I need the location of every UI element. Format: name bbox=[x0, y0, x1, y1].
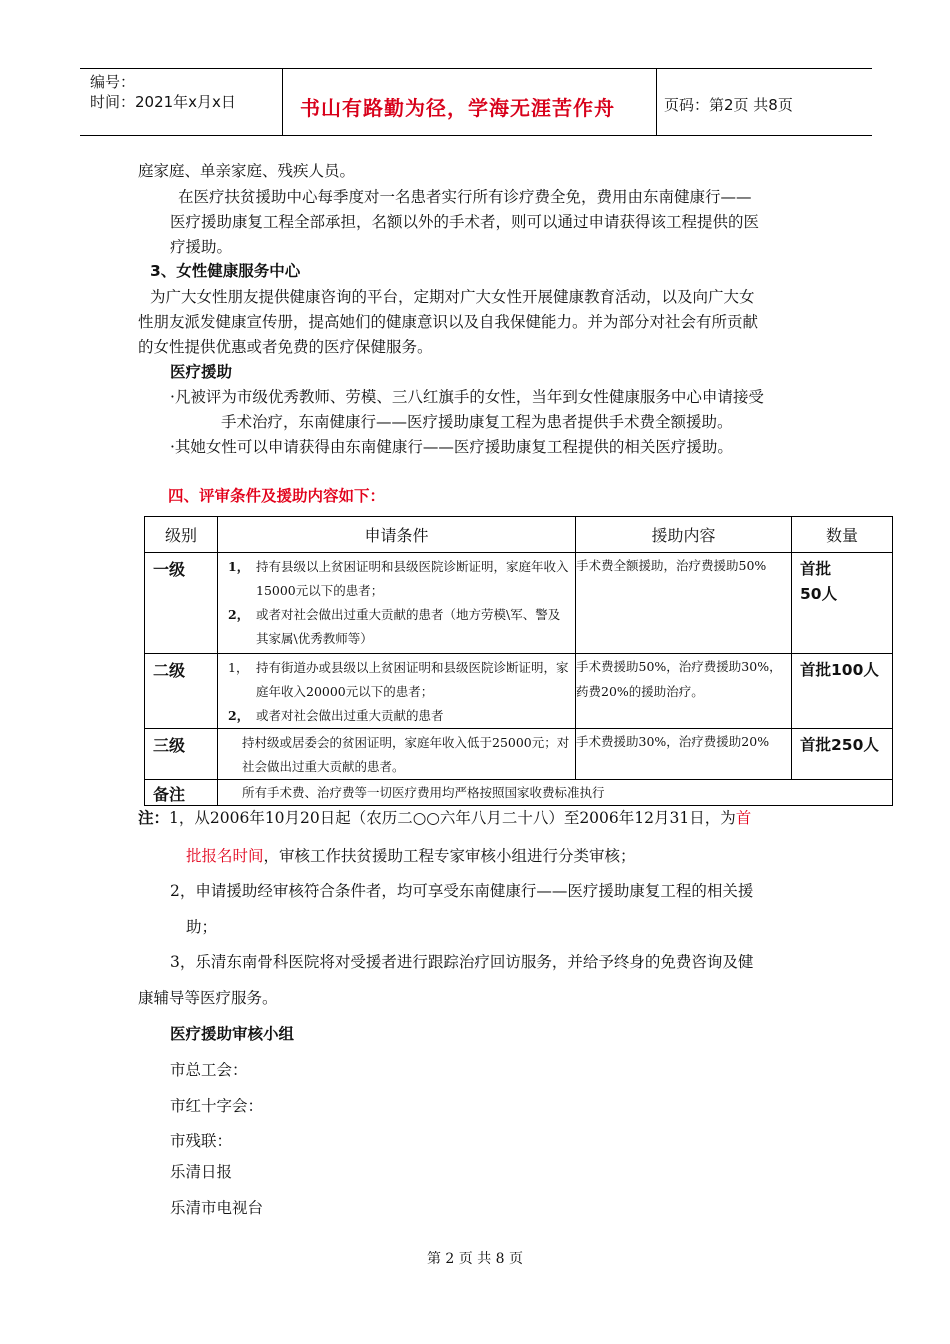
header-divider bbox=[282, 69, 283, 136]
aid-item: ·凡被评为市级优秀教师、劳模、三八红旗手的女性，当年到女性健康服务中心申请接受 bbox=[170, 388, 764, 406]
column-header-conditions: 申请条件 bbox=[218, 517, 576, 553]
table-row bbox=[145, 553, 893, 654]
note-2: 2，申请援助经审核符合条件者，均可享受东南健康行——医疗援助康复工程的相关援 bbox=[170, 882, 754, 900]
paragraph-medical-center bbox=[170, 185, 759, 260]
document-number-label: 编号： bbox=[90, 73, 136, 91]
subsection-heading: 医疗援助 bbox=[170, 363, 233, 381]
paragraph-line: 疗援助。 bbox=[170, 238, 233, 256]
note-1: 注：1，从2006年10月20日起（农历二○○六年八月二十八）至2006年12月31日，为首 bbox=[138, 809, 752, 827]
aid-cell: 手术费援助50%，治疗费援助30%，药费20%的援助治疗。 bbox=[576, 654, 792, 729]
review-group-member: 市总工会： bbox=[170, 1061, 248, 1079]
level-cell: 一级 bbox=[145, 553, 218, 654]
assistance-criteria-table bbox=[144, 516, 893, 806]
section-heading: 四、评审条件及援助内容如下： bbox=[168, 487, 386, 505]
paragraph-line: 在医疗扶贫援助中心每季度对一名患者实行所有诊疗费全免，费用由东南健康行—— bbox=[178, 188, 752, 206]
note-2-continuation: 助； bbox=[186, 918, 218, 936]
aid-item-continuation: 手术治疗，东南健康行——医疗援助康复工程为患者提供手术费全额援助。 bbox=[221, 413, 733, 431]
condition-item: 2， 或者对社会做出过重大贡献的患者（地方劳模\军、警及其家属\优秀教师等） bbox=[228, 607, 561, 646]
document-date-label: 时间：2021年x月x日 bbox=[90, 93, 236, 111]
column-header-aid: 援助内容 bbox=[576, 517, 792, 553]
page-footer: 第 2 页 共 8 页 bbox=[426, 1251, 524, 1267]
header-bottom-rule bbox=[80, 135, 872, 136]
header-motto: 书山有路勤为径，学海无涯苦作舟 bbox=[300, 96, 615, 120]
paragraph-line: 为广大女性朋友提供健康咨询的平台，定期对广大女性开展健康教育活动，以及向广大女 bbox=[150, 288, 755, 306]
condition-item: 持村级或居委会的贫困证明，家庭年收入低于25000元；对社会做出过重大贡献的患者。 bbox=[242, 735, 570, 774]
column-header-level: 级别 bbox=[145, 517, 218, 553]
review-group-member: 乐清市电视台 bbox=[170, 1199, 264, 1217]
remark-label: 备注 bbox=[145, 780, 218, 806]
condition-item: 1， 持有县级以上贫困证明和县级医院诊断证明，家庭年收入15000元以下的患者； bbox=[228, 559, 569, 598]
quantity-cell: 首批250人 bbox=[792, 729, 893, 780]
quantity-cell: 首批100人 bbox=[792, 654, 893, 729]
header-top-rule bbox=[80, 68, 872, 69]
conditions-cell bbox=[218, 654, 576, 729]
table-row bbox=[145, 729, 893, 780]
condition-item: 2， 或者对社会做出过重大贡献的患者 bbox=[228, 708, 444, 723]
review-group-member: 乐清日报 bbox=[170, 1163, 233, 1181]
header-divider bbox=[656, 69, 657, 136]
quantity-cell: 首批 50人 bbox=[792, 553, 893, 654]
review-group-title: 医疗援助审核小组 bbox=[170, 1025, 295, 1043]
note-1-continuation: 批报名时间，审核工作扶贫援助工程专家审核小组进行分类审核； bbox=[186, 847, 636, 865]
note-3: 3，乐清东南骨科医院将对受援者进行跟踪治疗回访服务，并给予终身的免费咨询及健 bbox=[170, 953, 754, 971]
aid-cell: 手术费全额援助，治疗费援助50% bbox=[576, 553, 792, 654]
aid-item: ·其她女性可以申请获得由东南健康行——医疗援助康复工程提供的相关医疗援助。 bbox=[170, 438, 733, 456]
condition-item: 1， 持有街道办或县级以上贫困证明和县级医院诊断证明，家庭年收入20000元以下的患者； bbox=[228, 660, 569, 699]
table-remark-row bbox=[145, 780, 893, 806]
paragraph-line: 的女性提供优惠或者免费的医疗保健服务。 bbox=[138, 338, 433, 356]
section-heading: 3、女性健康服务中心 bbox=[150, 262, 301, 280]
page-indicator: 页码：第2页 共8页 bbox=[664, 96, 793, 114]
paragraph-line: 性朋友派发健康宣传册，提高她们的健康意识以及自我保健能力。并为部分对社会有所贡献 bbox=[138, 313, 759, 331]
note-3-continuation: 康辅导等医疗服务。 bbox=[138, 989, 278, 1007]
column-header-quantity: 数量 bbox=[792, 517, 893, 553]
remark-text: 所有手术费、治疗费等一切医疗费用均严格按照国家收费标准执行 bbox=[218, 780, 893, 806]
paragraph-women-health bbox=[138, 285, 758, 360]
table-row bbox=[145, 654, 893, 729]
body-line: 庭家庭、单亲家庭、残疾人员。 bbox=[138, 162, 356, 180]
level-cell: 二级 bbox=[145, 654, 218, 729]
aid-cell: 手术费援助30%，治疗费援助20% bbox=[576, 729, 792, 780]
level-cell: 三级 bbox=[145, 729, 218, 780]
review-group-member: 市残联： bbox=[170, 1132, 233, 1150]
paragraph-line: 医疗援助康复工程全部承担，名额以外的手术者，则可以通过申请获得该工程提供的医 bbox=[170, 213, 760, 231]
conditions-cell bbox=[218, 553, 576, 654]
conditions-cell bbox=[218, 729, 576, 780]
review-group-member: 市红十字会： bbox=[170, 1097, 264, 1115]
table-header-row bbox=[145, 517, 893, 553]
